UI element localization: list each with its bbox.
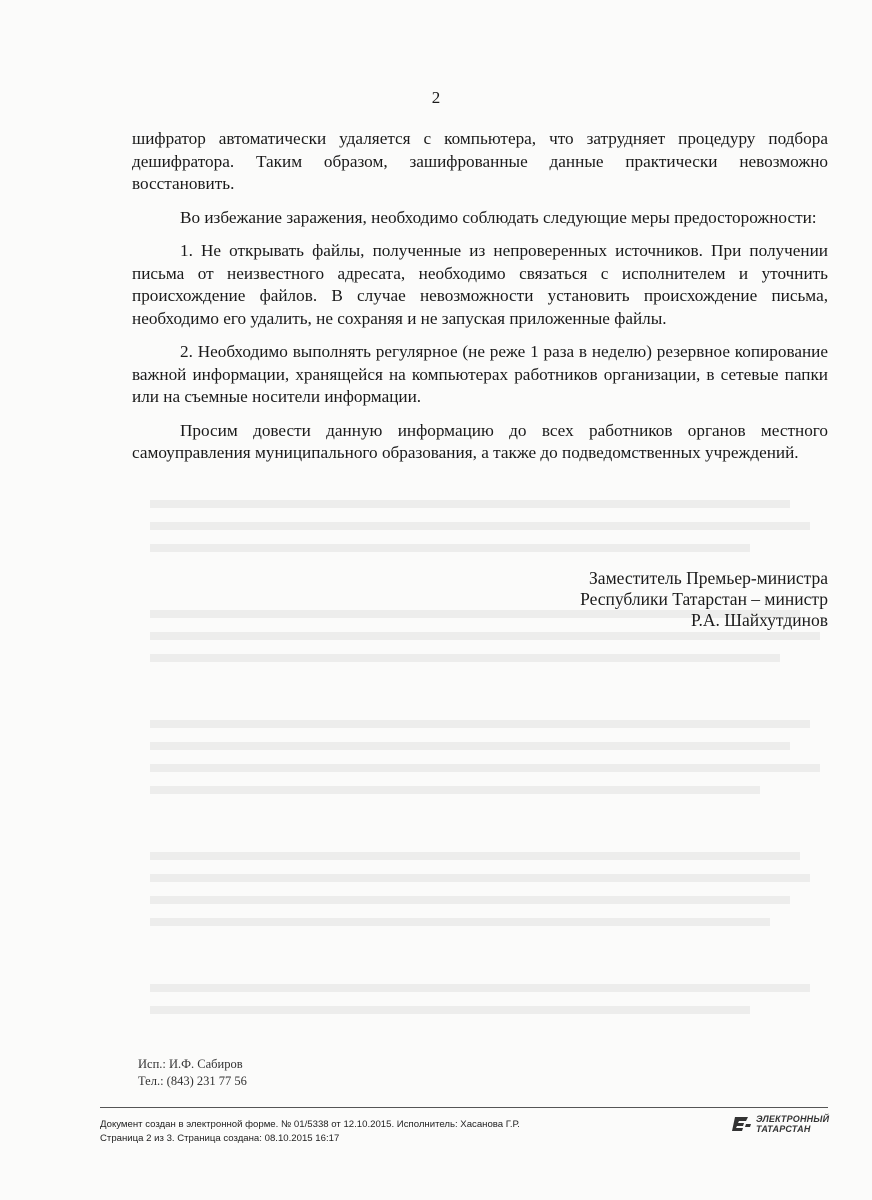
paragraph-precautions-intro: Во избежание заражения, необходимо соблюдать следующие меры предосторожности: bbox=[180, 207, 817, 227]
logo-wordmark bbox=[756, 1114, 829, 1134]
page-number: 2 bbox=[431, 88, 441, 107]
paragraph-measure-2: 2. Необходимо выполнять регулярное (не реже 1 раза в неделю) резервное копирование важной информации, хранящейся на компьютерах работников организации, в сетевые папки или на съемные носители информации. bbox=[132, 342, 828, 406]
footer-page-info: Страница 2 из 3. Страница создана: 08.10.2015 16:17 bbox=[100, 1133, 340, 1144]
signature-title-line-2: Республики Татарстан – министр bbox=[580, 589, 828, 609]
logo-line-2: ТАТАРСТАН bbox=[756, 1124, 811, 1134]
footer-document-info: Документ создан в электронной форме. № 01/5338 от 12.10.2015. Исполнитель: Хасанова Г.Р. bbox=[100, 1119, 520, 1130]
footer-text bbox=[100, 1118, 520, 1146]
signatory-name: Р.А. Шайхутдинов bbox=[691, 610, 828, 630]
electronic-tatarstan-logo bbox=[732, 1114, 829, 1134]
signature-block bbox=[580, 568, 828, 631]
paragraph-continuation: шифратор автоматически удаляется с компьютера, что затрудняет процедуру подбора дешифратора. Таким образом, зашифрованные данные практически невозможно восстановить. bbox=[132, 129, 828, 193]
letter-body bbox=[132, 128, 828, 465]
executor-name: Исп.: И.Ф. Сабиров bbox=[138, 1057, 243, 1071]
footer-divider bbox=[100, 1107, 828, 1108]
logo-line-1: ЭЛЕКТРОННЫЙ bbox=[756, 1114, 830, 1124]
signature-title-line-1: Заместитель Премьер-министра bbox=[589, 568, 828, 588]
executor-block bbox=[138, 1056, 247, 1090]
electronic-tatarstan-logo-icon bbox=[732, 1115, 752, 1133]
paragraph-request: Просим довести данную информацию до всех работников органов местного самоуправления муниципального образования, а также до подведомственных учреждений. bbox=[132, 420, 828, 462]
executor-phone: Тел.: (843) 231 77 56 bbox=[138, 1074, 247, 1088]
paragraph-measure-1: 1. Не открывать файлы, полученные из непроверенных источников. При получении письма от неизвестного адресата, необходимо связаться с исполнителем и уточнить происхождение файлов. В случае невозможности установить происхождение письма, необходимо его удалить, не сохраняя и не запуская приложенные файлы. bbox=[132, 241, 828, 328]
